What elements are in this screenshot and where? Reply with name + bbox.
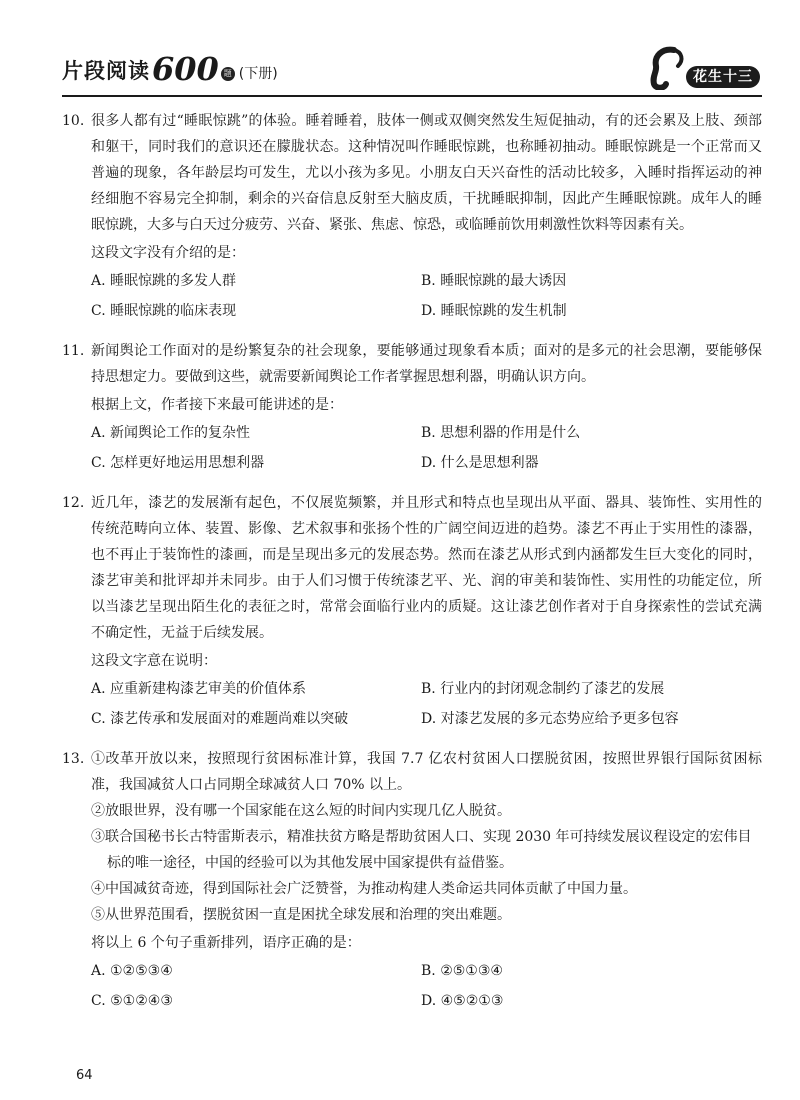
- option-c[interactable]: C. 睡眠惊跳的临床表现: [91, 303, 237, 319]
- book-title-number: 600: [152, 50, 219, 88]
- option-d[interactable]: D. ④⑤②①③: [421, 993, 504, 1009]
- page-number: 64: [76, 1068, 93, 1083]
- option-b[interactable]: B. 睡眠惊跳的最大诱因: [421, 273, 567, 289]
- question-number: 11.: [62, 343, 85, 359]
- question-11: [62, 338, 762, 476]
- peanut-swirl-icon: [644, 46, 688, 90]
- book-title-text: 片段阅读: [62, 59, 150, 83]
- option-c[interactable]: C. 漆艺传承和发展面对的难题尚难以突破: [91, 711, 349, 727]
- question-prompt: 这段文字没有介绍的是：: [91, 245, 245, 261]
- option-a[interactable]: A. 应重新建构漆艺审美的价值体系: [91, 681, 307, 697]
- option-d[interactable]: D. 对漆艺发展的多元态势应给予更多包容: [421, 711, 679, 727]
- sentence-1: ①改革开放以来，按照现行贫困标准计算，我国 7.7 亿农村贫困人口摆脱贫困，按照世界银行国际贫困标准，我国减贫人口占同期全球减贫人口 70% 以上。: [91, 751, 762, 793]
- question-13: [62, 746, 762, 1014]
- question-prompt: 根据上文，作者接下来最可能讲述的是：: [91, 397, 343, 413]
- sentence-5: ⑤从世界范围看，摆脱贫困一直是困扰全球发展和治理的突出难题。: [91, 907, 511, 923]
- option-a[interactable]: A. ①②⑤③④: [91, 963, 173, 979]
- option-c[interactable]: C. ⑤①②④③: [91, 993, 173, 1009]
- option-a[interactable]: A. 新闻舆论工作的复杂性: [91, 425, 251, 441]
- option-b[interactable]: B. ②⑤①③④: [421, 963, 503, 979]
- sentence-2: ②放眼世界，没有哪一个国家能在这么短的时间内实现几亿人脱贫。: [91, 803, 511, 819]
- option-list: [91, 676, 762, 732]
- option-c[interactable]: C. 怎样更好地运用思想利器: [91, 455, 265, 471]
- question-10: [62, 108, 762, 324]
- book-title: [62, 50, 278, 88]
- question-prompt: 这段文字意在说明：: [91, 653, 217, 669]
- question-stem: 很多人都有过“睡眠惊跳”的体验。睡着睡着，肢体一侧或双侧突然发生短促抽动，有的还会累及上肢、颈部和躯干，同时我们的意识还在朦胧状态。这种情况叫作睡眠惊跳，也称睡初抽动。睡眠惊跳是一个正常而又普遍的现象，各年龄层均可发生，尤以小孩为多见。小朋友白天兴奋性的活动比较多，入睡时指挥运动的神经细胞不容易完全抑制，剩余的兴奋信息反射至大脑皮质，干扰睡眠抑制，因此产生睡眠惊跳。成年人的睡眠惊跳，大多与白天过分疲劳、兴奋、紧张、焦虑、惊恐，或临睡前饮用刺激性饮料等因素有关。: [91, 113, 762, 233]
- question-stem: 近几年，漆艺的发展渐有起色，不仅展览频繁，并且形式和特点也呈现出从平面、器具、装饰性、实用性的传统范畴向立体、装置、影像、艺术叙事和张扬个性的广阔空间迈进的趋势。漆艺不再止于实用性的漆器，也不再止于装饰性的漆画，而是呈现出多元的发展态势。然而在漆艺从形式到内涵都发生巨大变化的同时，漆艺审美和批评却并未同步。由于人们习惯于传统漆艺平、光、润的审美和装饰性、实用性的功能定位，所以当漆艺呈现出陌生化的表征之时，常常会面临行业内的质疑。这让漆艺创作者对于自身探索性的尝试充满不确定性，无益于后续发展。: [91, 495, 762, 641]
- option-d[interactable]: D. 什么是思想利器: [421, 455, 539, 471]
- option-b[interactable]: B. 行业内的封闭观念制约了漆艺的发展: [421, 681, 665, 697]
- option-list: [91, 958, 762, 1014]
- option-d[interactable]: D. 睡眠惊跳的发生机制: [421, 303, 567, 319]
- question-number: 12.: [62, 495, 85, 511]
- option-list: [91, 268, 762, 324]
- sentence-3: ③联合国秘书长古特雷斯表示，精准扶贫方略是帮助贫困人口、实现 2030 年可持续发展议程设定的宏伟目标的唯一途径，中国的经验可以为其他发展中国家提供有益借鉴。: [91, 829, 752, 871]
- book-volume: (下册): [238, 66, 278, 82]
- brand-logo: [644, 46, 762, 90]
- question-12: [62, 490, 762, 732]
- question-number: 13.: [62, 751, 85, 767]
- question-stem: 新闻舆论工作面对的是纷繁复杂的社会现象，要能够通过现象看本质；面对的是多元的社会思潮，要能够保持思想定力。要做到这些，就需要新闻舆论工作者掌握思想利器，明确认识方向。: [91, 343, 762, 385]
- sentence-4: ④中国减贫奇迹，得到国际社会广泛赞誉，为推动构建人类命运共同体贡献了中国力量。: [91, 881, 637, 897]
- question-prompt: 将以上 6 个句子重新排列，语序正确的是：: [91, 935, 361, 951]
- book-title-mark: 题: [221, 67, 235, 81]
- page-header: [62, 46, 762, 96]
- header-divider: [62, 95, 762, 97]
- brand-name: 花生十三: [686, 66, 760, 88]
- question-number: 10.: [62, 113, 85, 129]
- option-list: [91, 420, 762, 476]
- question-list: [62, 108, 762, 1014]
- option-a[interactable]: A. 睡眠惊跳的多发人群: [91, 273, 237, 289]
- option-b[interactable]: B. 思想利器的作用是什么: [421, 425, 581, 441]
